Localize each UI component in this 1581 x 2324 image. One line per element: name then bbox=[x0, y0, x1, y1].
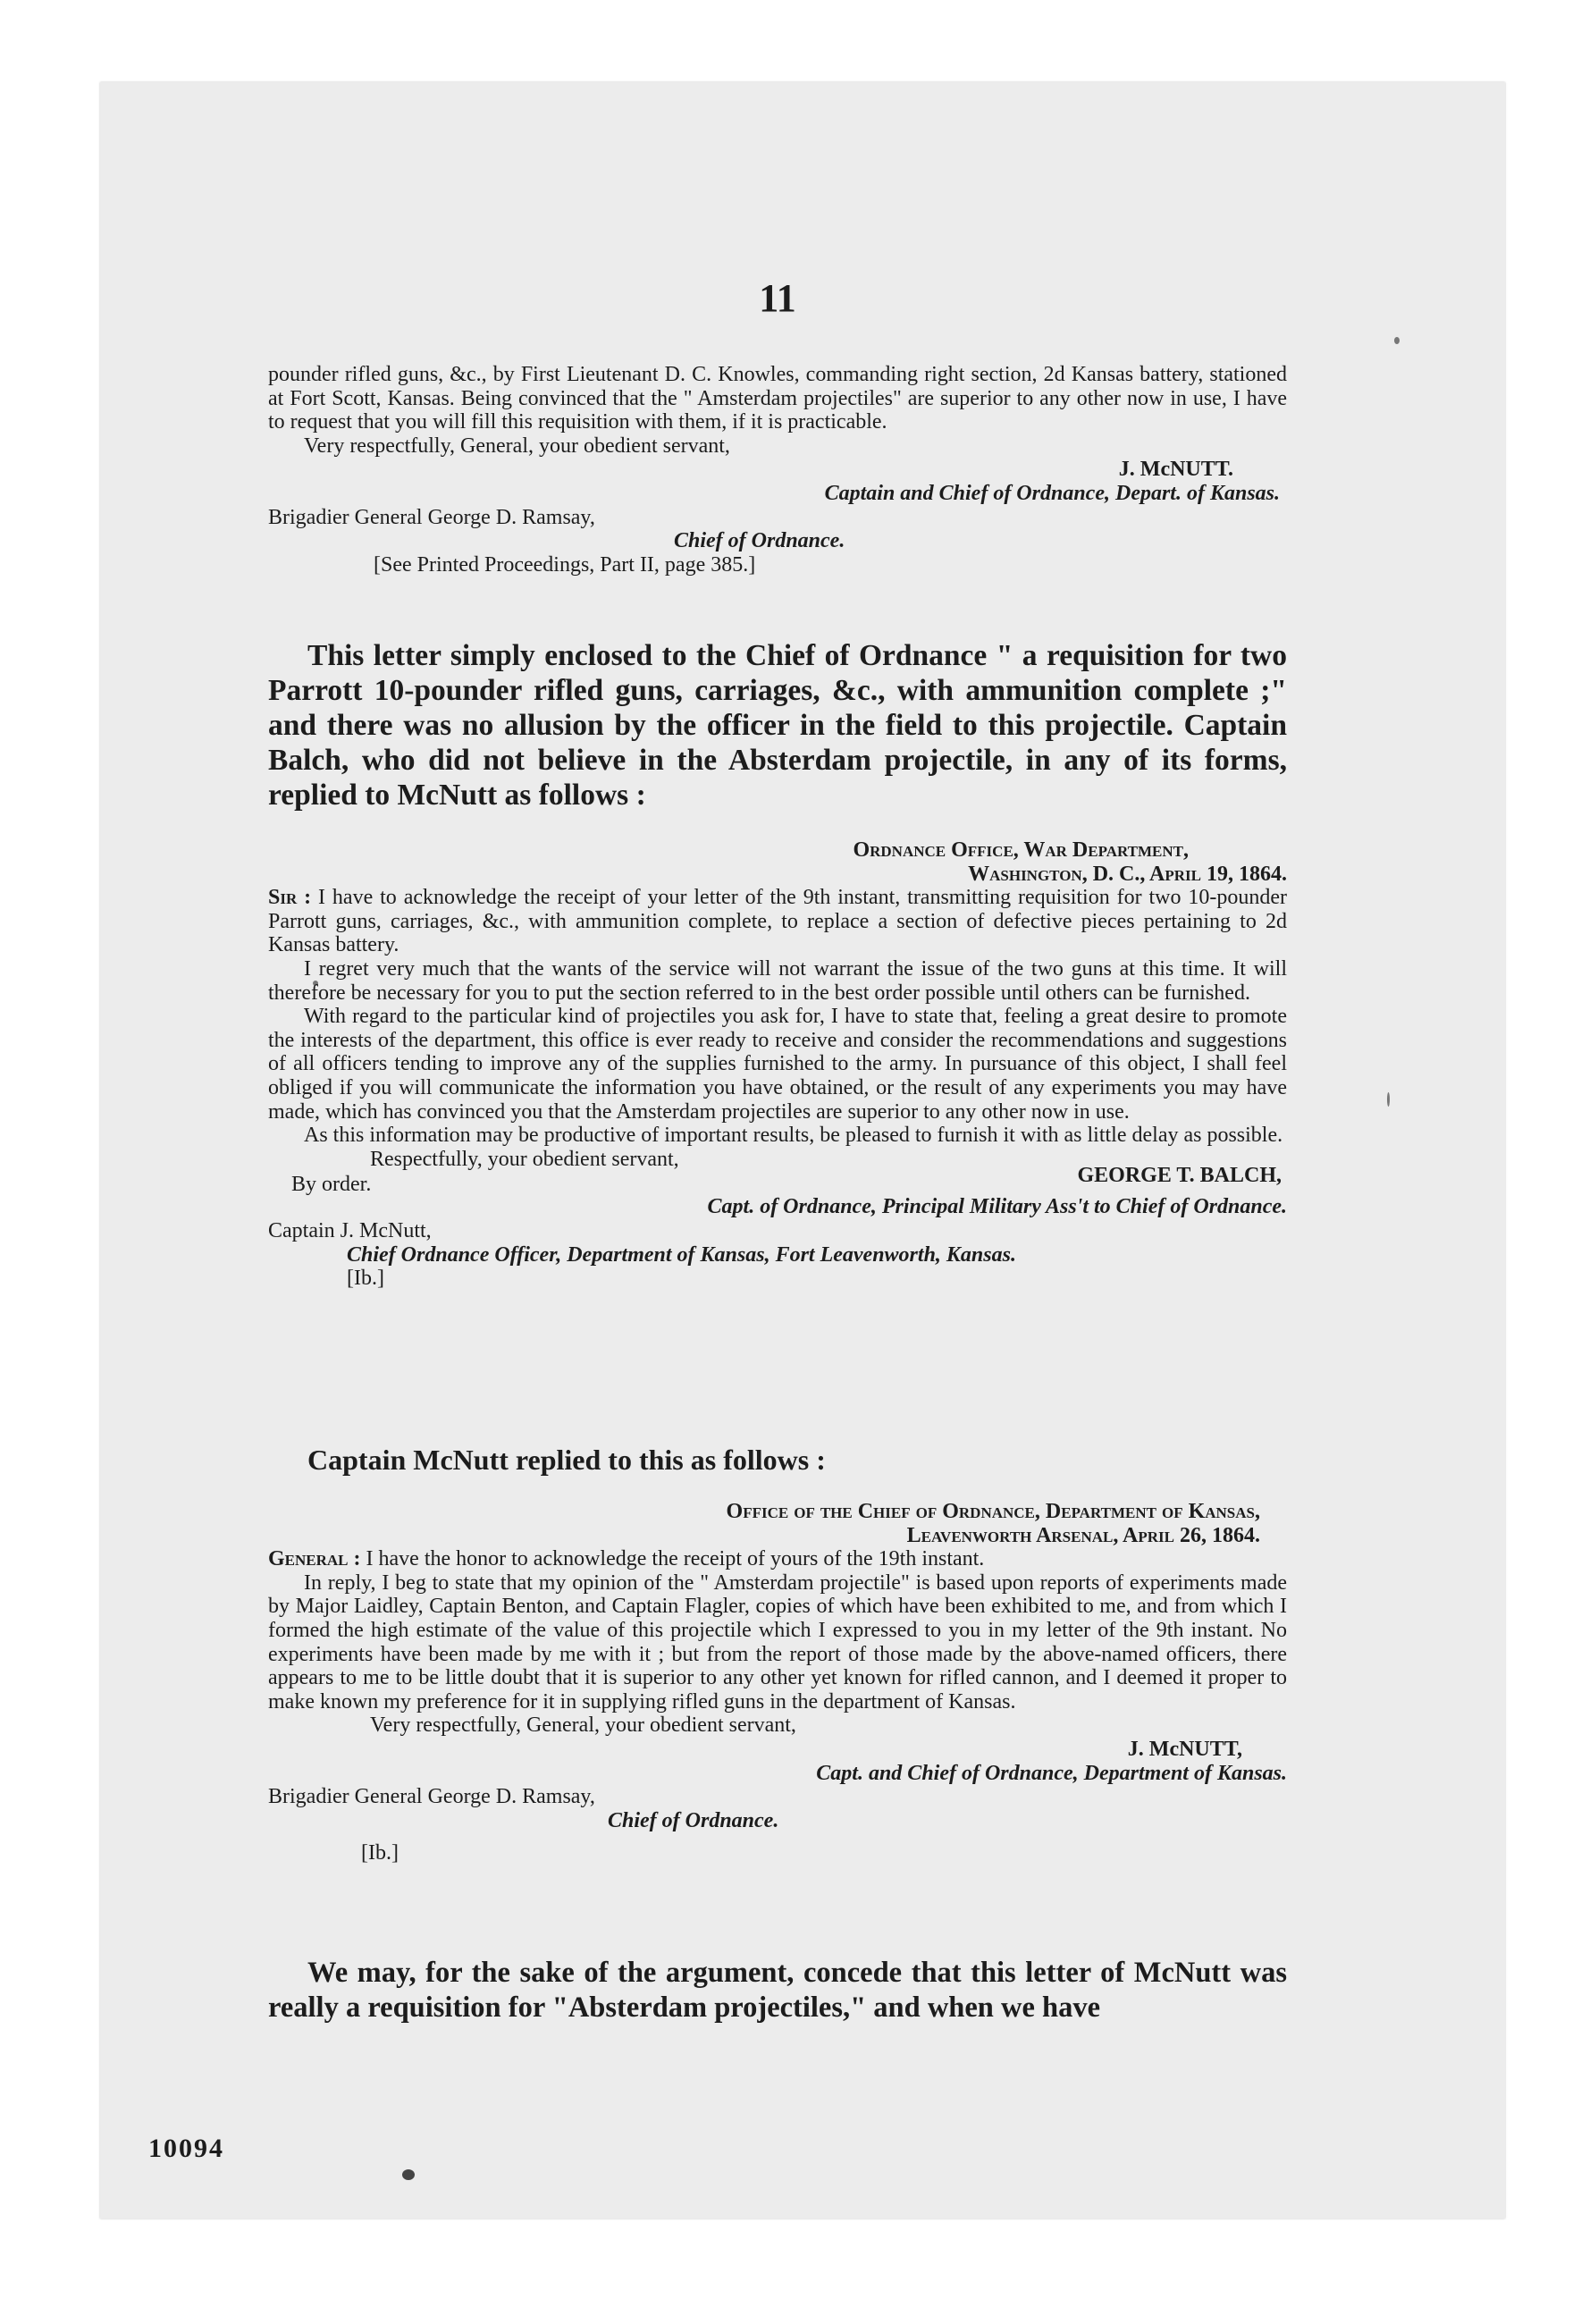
letter-office: Ordnance Office, War Department, bbox=[853, 838, 1189, 862]
ink-speck bbox=[402, 2169, 415, 2180]
letter-signer: GEORGE T. BALCH, bbox=[1077, 1164, 1282, 1188]
paragraph-text: I have the honor to acknowledge the receipt of yours of the 19th instant. bbox=[366, 1547, 985, 1571]
commentary-paragraph bbox=[268, 638, 1287, 813]
commentary-text: Captain McNutt replied to this as follows : bbox=[307, 1444, 826, 1476]
letter-closing: Very respectfully, General, your obedient servant, bbox=[304, 434, 730, 458]
letter-paragraph: I regret very much that the wants of the service will not warrant the issue of the two guns at this time. It will therefore be necessary for you to put the section referred to in the best order possible until others can be furnished. bbox=[268, 956, 1287, 1005]
letter-addressee-title: Chief of Ordnance. bbox=[674, 529, 845, 553]
letter-date: Leavenworth Arsenal, April 26, 1864. bbox=[906, 1523, 1260, 1547]
letter-addressee-title: Chief of Ordnance. bbox=[608, 1808, 779, 1832]
letter-signer-title: Captain and Chief of Ordnance, Depart. of Kansas. bbox=[824, 481, 1280, 505]
letter-balch bbox=[268, 838, 1287, 1291]
reference-note: [Ib.] bbox=[347, 1267, 384, 1291]
letter-paragraph: With regard to the particular kind of projectiles you ask for, I have to state that, feeling a great desire to promote the interests of the department, this office is ever ready to receive and consider the recommendations and suggestions of all officers tending to improve any of the supplies furnished to the army. In pursuance of this object, I shall feel obliged if you will communicate the information you have obtained, or the result of any experiments you may have made, which has convinced you that the Amsterdam projectiles are superior to any other now in use. bbox=[268, 1005, 1287, 1124]
letter-paragraph: As this information may be productive of important results, be pleased to furnish it with as little delay as possible. bbox=[304, 1124, 1283, 1148]
letter-signer: J. McNUTT, bbox=[1127, 1737, 1242, 1761]
commentary-paragraph bbox=[268, 1956, 1287, 2025]
reference-note: [See Printed Proceedings, Part II, page 385.] bbox=[374, 552, 756, 577]
letter-addressee-name: Captain J. McNutt, bbox=[268, 1218, 432, 1242]
reference-note: [Ib.] bbox=[361, 1841, 399, 1865]
ink-speck bbox=[1394, 337, 1400, 344]
salutation: General : bbox=[268, 1547, 361, 1571]
letter-mcnutt-reply bbox=[268, 1500, 1287, 1865]
letter-signer-title: Capt. and Chief of Ordnance, Department of Kansas. bbox=[816, 1761, 1287, 1785]
letter-paragraph bbox=[268, 1547, 1287, 1571]
archive-code: 10094 bbox=[148, 2134, 224, 2163]
signature-line bbox=[268, 1164, 1287, 1197]
letter-date: Washington, D. C., April 19, 1864. bbox=[968, 862, 1287, 886]
letter-addressee-title: Chief Ordnance Officer, Department of Kansas, Fort Leavenworth, Kansas. bbox=[347, 1242, 1016, 1267]
commentary-text: We may, for the sake of the argument, concede that this letter of McNutt was really a requisition for "Absterdam projectiles," and when we have bbox=[268, 1957, 1287, 2024]
letter-signer-title: Capt. of Ordnance, Principal Military Ass't to Chief of Ordnance. bbox=[707, 1195, 1287, 1219]
letter-mcnutt-tail bbox=[268, 363, 1287, 577]
letter-body: pounder rifled guns, &c., by First Lieutenant D. C. Knowles, commanding right section, 2d Kansas battery, stationed at Fort Scott, Kansas. Being convinced that the " Amsterdam projectiles" are superior to any other now in use, I have to request that you will fill this requisition with them, if it is practicable. bbox=[268, 363, 1287, 434]
page-number: 11 bbox=[759, 276, 796, 320]
paragraph-text: I have to acknowledge the receipt of your letter of the 9th instant, transmitting requisition for two 10-pounder Parrott guns, carriages, &c., with ammunition complete, to replace a section of defective pieces pertaining to 2d Kansas battery. bbox=[268, 886, 1288, 957]
salutation: Sir : bbox=[268, 886, 312, 910]
letter-signer: J. McNUTT. bbox=[1118, 458, 1233, 482]
letter-office: Office of the Chief of Ordnance, Department of Kansas, bbox=[726, 1500, 1260, 1523]
letter-closing: Very respectfully, General, your obedient servant, bbox=[370, 1714, 796, 1738]
letter-addressee-name: Brigadier General George D. Ramsay, bbox=[268, 505, 595, 529]
by-order: By order. bbox=[291, 1173, 372, 1197]
letter-paragraph: In reply, I beg to state that my opinion of the " Amsterdam projectile" is based upon reports of experiments made by Major Laidley, Captain Benton, and Captain Flagler, copies of which have been exhibited to me, and from which I formed the high estimate of the value of this projectile which I expressed to you in my letter of the 9th instant. No experiments have been made by me with it ; but from the report of those made by the above-named officers, there appears to me to be little doubt that it is superior to any other yet known for rifled cannon, and I deemed it proper to make known my preference for it in supplying rifled guns in the department of Kansas. bbox=[268, 1570, 1287, 1714]
commentary-paragraph bbox=[268, 1443, 1287, 1478]
letter-paragraph bbox=[268, 886, 1287, 957]
letter-addressee-name: Brigadier General George D. Ramsay, bbox=[268, 1785, 595, 1809]
commentary-text: This letter simply enclosed to the Chief of Ordnance " a requisition for two Parrott 10-pounder rifled guns, carriages, &c., with ammunition complete ;" and there was no allusion by the officer in the field to this projectile. Captain Balch, who did not believe in the Absterdam projectile, in any of its forms, replied to McNutt as follows : bbox=[268, 639, 1287, 812]
ink-speck bbox=[1387, 1092, 1390, 1107]
letter-closing: Respectfully, your obedient servant, bbox=[370, 1147, 679, 1171]
